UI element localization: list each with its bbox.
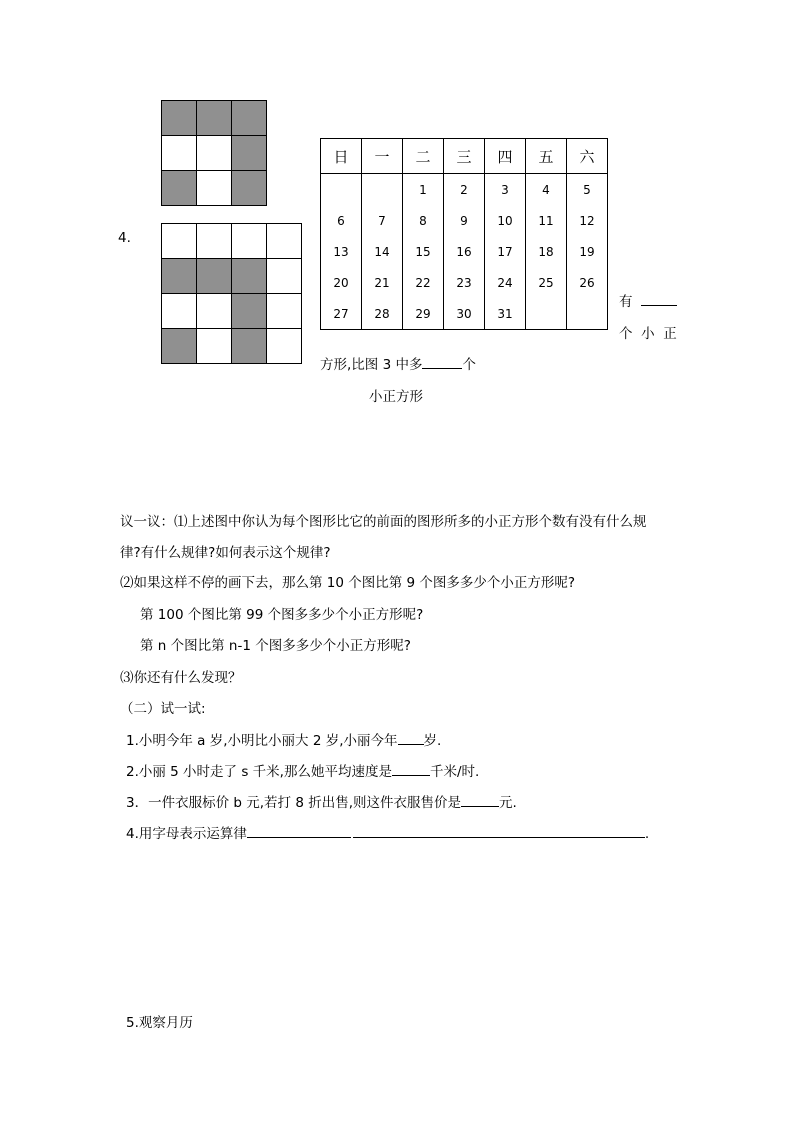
calendar-cell: 18 (526, 236, 567, 267)
discuss-line2: 律?有什么规律?如何表示这个规律? (120, 545, 331, 561)
grid-cell (232, 224, 267, 259)
figure-3x3-grid (161, 100, 267, 206)
grid-cell (162, 294, 197, 329)
item2-text: 2.小丽 5 小时走了 s 千米,那么她平均速度是 (126, 764, 392, 780)
discuss-line1: 议一议：⑴上述图中你认为每个图形比它的前面的图形所多的小正方形个数有没有什么规 (120, 514, 647, 530)
grid-cell (162, 224, 197, 259)
calendar-cell: 13 (321, 236, 362, 267)
calendar-row (321, 236, 608, 267)
answer-blank[interactable] (422, 368, 462, 369)
item1-unit: 岁. (423, 733, 442, 749)
grid-cell (267, 294, 302, 329)
calendar-cell: 12 (567, 205, 608, 236)
calendar-cell: 6 (321, 205, 362, 236)
calendar-cell: 11 (526, 205, 567, 236)
calendar-cell: 31 (485, 298, 526, 330)
calendar-cell: 4 (526, 174, 567, 206)
calendar-cell (321, 174, 362, 206)
answer-blank[interactable] (461, 806, 499, 807)
grid-cell-shaded (232, 329, 267, 364)
grid-cell (267, 329, 302, 364)
calendar-cell: 15 (403, 236, 444, 267)
calendar-cell: 20 (321, 267, 362, 298)
discuss-q3: ⑶你还有什么发现？ (120, 670, 242, 686)
calendar-cell: 17 (485, 236, 526, 267)
calendar-cell (362, 174, 403, 206)
grid-cell-shaded (232, 171, 267, 206)
grid-cell-shaded (232, 259, 267, 294)
calendar-cell: 21 (362, 267, 403, 298)
calendar-cell: 7 (362, 205, 403, 236)
calendar-cell: 16 (444, 236, 485, 267)
item4-text: 4.用字母表示运算律 (126, 826, 247, 842)
calendar-header: 二 (403, 139, 444, 174)
grid-cell (197, 136, 232, 171)
calendar-header: 四 (485, 139, 526, 174)
calendar-cell (526, 298, 567, 330)
calendar-cell: 27 (321, 298, 362, 330)
calendar-row (321, 174, 608, 206)
try-title: （二）试一试: (120, 701, 206, 717)
grid-cell-shaded (197, 101, 232, 136)
calendar-cell (567, 298, 608, 330)
calendar-cell: 3 (485, 174, 526, 206)
calendar-cell: 2 (444, 174, 485, 206)
calendar-cell: 25 (526, 267, 567, 298)
grid-cell-shaded (162, 329, 197, 364)
item4-end: . (644, 826, 650, 842)
you-text: 有 (619, 294, 633, 310)
calendar-cell: 9 (444, 205, 485, 236)
problem4-line3: 小正方形 (369, 389, 423, 405)
grid-cell-shaded (162, 101, 197, 136)
line2-text: 方形,比图 3 中多 (320, 357, 423, 373)
calendar-cell: 24 (485, 267, 526, 298)
calendar-header: 五 (526, 139, 567, 174)
discuss-q2c: 第 n 个图比第 n-1 个图多多少个小正方形呢? (140, 638, 411, 654)
grid-cell (197, 329, 232, 364)
calendar-cell: 28 (362, 298, 403, 330)
calendar-cell: 5 (567, 174, 608, 206)
calendar-cell: 22 (403, 267, 444, 298)
item1-text: 1.小明今年 a 岁,小明比小丽大 2 岁,小丽今年 (126, 733, 398, 749)
item3-text: 3．一件衣服标价 b 元,若打 8 折出售,则这件衣服售价是 (126, 795, 461, 811)
figure-4x4-grid (161, 223, 302, 364)
calendar-cell: 19 (567, 236, 608, 267)
try-item-2 (126, 760, 479, 780)
answer-blank[interactable] (392, 775, 430, 776)
grid-cell (197, 171, 232, 206)
grid-cell (162, 136, 197, 171)
calendar-cell: 10 (485, 205, 526, 236)
calendar-cell: 23 (444, 267, 485, 298)
calendar-cell: 29 (403, 298, 444, 330)
grid-cell-shaded (232, 136, 267, 171)
try-item-1 (126, 729, 441, 749)
line2-unit: 个 (462, 357, 476, 373)
item3-unit: 元. (499, 795, 517, 811)
grid-cell-shaded (162, 171, 197, 206)
calendar-cell: 30 (444, 298, 485, 330)
try-item-3 (126, 791, 517, 811)
calendar-header: 一 (362, 139, 403, 174)
try-item-4 (126, 822, 649, 842)
char-text: 小 (641, 326, 655, 342)
answer-blank[interactable] (353, 837, 645, 838)
grid-cell-shaded (197, 259, 232, 294)
problem4-line2 (320, 353, 476, 373)
answer-line-you (619, 290, 677, 310)
calendar-cell: 26 (567, 267, 608, 298)
calendar-header: 三 (444, 139, 485, 174)
calendar-row (321, 298, 608, 330)
char-text: 正 (663, 326, 677, 342)
answer-line-chars (619, 322, 677, 342)
problem-number: 4. (118, 230, 131, 246)
discuss-q2: ⑵如果这样不停的画下去，那么第 10 个图比第 9 个图多多少个小正方形呢? (120, 575, 576, 591)
grid-cell (197, 294, 232, 329)
grid-cell-shaded (232, 294, 267, 329)
grid-cell-shaded (162, 259, 197, 294)
discuss-q2b: 第 100 个图比第 99 个图多多少个小正方形呢? (140, 607, 424, 623)
calendar-cell: 14 (362, 236, 403, 267)
calendar-table (320, 138, 608, 330)
item5-text: 5.观察月历 (126, 1015, 193, 1031)
char-text: 个 (619, 326, 633, 342)
calendar-cell: 1 (403, 174, 444, 206)
calendar-cell: 8 (403, 205, 444, 236)
answer-blank[interactable] (641, 305, 677, 306)
grid-cell (267, 224, 302, 259)
calendar-header: 日 (321, 139, 362, 174)
grid-cell (267, 259, 302, 294)
grid-cell (197, 224, 232, 259)
calendar-header: 六 (567, 139, 608, 174)
answer-blank[interactable] (398, 744, 424, 745)
item2-unit: 千米/时. (429, 764, 480, 780)
answer-blank[interactable] (247, 837, 351, 838)
calendar-row (321, 267, 608, 298)
grid-cell-shaded (232, 101, 267, 136)
calendar-row (321, 205, 608, 236)
